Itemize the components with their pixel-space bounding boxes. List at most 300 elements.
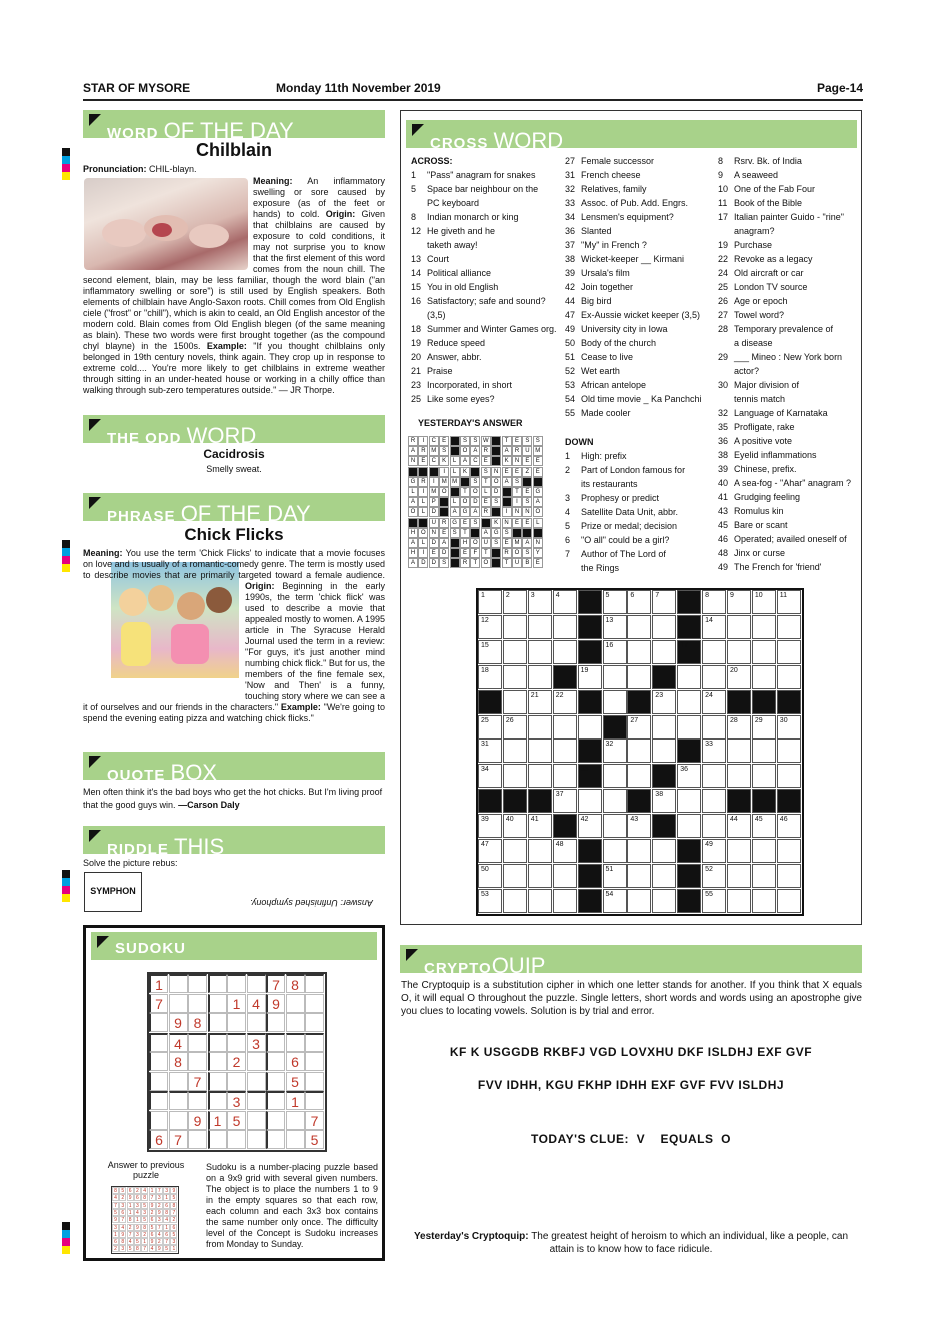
clue-number: 35 bbox=[718, 422, 729, 432]
crossword-cell[interactable] bbox=[677, 764, 701, 788]
crossword-cell[interactable] bbox=[652, 739, 676, 763]
crossword-cell[interactable] bbox=[727, 640, 751, 664]
crossword-cell[interactable] bbox=[627, 715, 651, 739]
sudoku-cell[interactable]: 9 bbox=[266, 994, 285, 1013]
crossword-cell[interactable] bbox=[553, 590, 577, 614]
sudoku-cell[interactable] bbox=[247, 1091, 266, 1110]
crossword-cell[interactable] bbox=[528, 814, 552, 838]
crossword-cell[interactable] bbox=[752, 864, 776, 888]
crossword-cell[interactable] bbox=[553, 690, 577, 714]
sudoku-cell[interactable]: 4 bbox=[169, 1033, 188, 1052]
crossword-cell[interactable] bbox=[777, 864, 801, 888]
crossword-cell[interactable] bbox=[603, 739, 627, 763]
crossword-cell[interactable] bbox=[752, 889, 776, 913]
crossword-cell[interactable] bbox=[627, 814, 651, 838]
crossword-cell[interactable] bbox=[578, 715, 602, 739]
sudoku-cell[interactable] bbox=[169, 1111, 188, 1130]
sudoku-cell[interactable] bbox=[208, 1033, 227, 1052]
sudoku-cell[interactable] bbox=[305, 1033, 324, 1052]
crossword-cell[interactable] bbox=[652, 789, 676, 813]
crossword-cell[interactable] bbox=[503, 690, 527, 714]
sudoku-cell[interactable] bbox=[149, 1013, 168, 1032]
crossword-cell[interactable] bbox=[603, 665, 627, 689]
crossword-cell[interactable] bbox=[503, 715, 527, 739]
crossword-cell[interactable] bbox=[627, 839, 651, 863]
example-label: Example: bbox=[280, 702, 321, 712]
answer-cell: T bbox=[481, 548, 491, 558]
sudoku-cell[interactable] bbox=[149, 1052, 168, 1071]
clue-text: Revoke as a legacy bbox=[734, 254, 813, 264]
crossword-cell[interactable] bbox=[578, 789, 602, 813]
sudoku-cell[interactable] bbox=[266, 1052, 285, 1071]
sudoku-answer-cell: 2 bbox=[170, 1216, 177, 1223]
sudoku-answer-cell: 6 bbox=[163, 1231, 170, 1238]
sudoku-cell[interactable]: 1 bbox=[149, 974, 168, 993]
crossword-cell[interactable] bbox=[603, 864, 627, 888]
crossword-cell[interactable] bbox=[478, 739, 502, 763]
crossword-cell[interactable] bbox=[752, 814, 776, 838]
crossword-cell[interactable] bbox=[478, 814, 502, 838]
rebus-text: SYMPHON bbox=[90, 886, 136, 896]
sudoku-cell[interactable] bbox=[188, 1130, 207, 1149]
crossword-cell[interactable] bbox=[777, 665, 801, 689]
crossword-cell[interactable] bbox=[478, 889, 502, 913]
clue-item bbox=[565, 266, 715, 280]
sudoku-cell[interactable]: 1 bbox=[227, 994, 246, 1013]
cell-number: 23 bbox=[655, 691, 664, 699]
crossword-cell[interactable] bbox=[727, 665, 751, 689]
crossword-cell[interactable] bbox=[702, 590, 726, 614]
sudoku-cell[interactable]: 7 bbox=[188, 1072, 207, 1091]
crossword-cell[interactable] bbox=[553, 715, 577, 739]
sudoku-cell[interactable] bbox=[169, 994, 188, 1013]
sudoku-cell[interactable]: 5 bbox=[227, 1111, 246, 1130]
crossword-cell[interactable] bbox=[702, 814, 726, 838]
crossword-cell[interactable] bbox=[727, 739, 751, 763]
crossword-cell[interactable] bbox=[652, 690, 676, 714]
sudoku-cell[interactable] bbox=[188, 1033, 207, 1052]
sudoku-cell[interactable]: 3 bbox=[227, 1091, 246, 1110]
sudoku-cell[interactable] bbox=[208, 1072, 227, 1091]
crossword-cell[interactable] bbox=[528, 590, 552, 614]
crossword-cell[interactable] bbox=[652, 889, 676, 913]
crossword-cell[interactable] bbox=[777, 739, 801, 763]
crossword-cell[interactable] bbox=[627, 889, 651, 913]
sudoku-cell[interactable] bbox=[247, 974, 266, 993]
crossword-cell[interactable] bbox=[702, 889, 726, 913]
sudoku-cell[interactable] bbox=[227, 1130, 246, 1149]
sudoku-cell[interactable]: 1 bbox=[286, 1091, 305, 1110]
crossword-cell[interactable] bbox=[777, 814, 801, 838]
crossword-cell[interactable] bbox=[503, 839, 527, 863]
crossword-cell[interactable] bbox=[603, 839, 627, 863]
crossword-cell[interactable] bbox=[702, 739, 726, 763]
sudoku-cell[interactable]: 6 bbox=[286, 1052, 305, 1071]
crossword-cell[interactable] bbox=[478, 590, 502, 614]
crossword-cell[interactable] bbox=[553, 764, 577, 788]
crossword-cell[interactable] bbox=[503, 739, 527, 763]
crossword-cell[interactable] bbox=[478, 764, 502, 788]
sudoku-cell[interactable] bbox=[305, 1091, 324, 1110]
crossword-cell[interactable] bbox=[603, 590, 627, 614]
answer-cell: O bbox=[470, 487, 480, 497]
crossword-cell[interactable] bbox=[528, 715, 552, 739]
crossword-cell[interactable] bbox=[603, 690, 627, 714]
crossword-cell[interactable] bbox=[478, 615, 502, 639]
crossword-cell[interactable] bbox=[727, 764, 751, 788]
answer-cell: S bbox=[522, 436, 532, 446]
crossword-cell[interactable] bbox=[503, 665, 527, 689]
crossword-cell[interactable] bbox=[702, 615, 726, 639]
sudoku-cell[interactable] bbox=[188, 1091, 207, 1110]
clue-number: 6 bbox=[565, 535, 571, 545]
crossword-cell[interactable] bbox=[553, 640, 577, 664]
answer-cell: A bbox=[470, 446, 480, 456]
crossword-cell[interactable] bbox=[503, 640, 527, 664]
crossword-cell[interactable] bbox=[503, 889, 527, 913]
crossword-cell[interactable] bbox=[702, 864, 726, 888]
clue-number: 9 bbox=[718, 170, 724, 180]
sudoku-cell[interactable]: 8 bbox=[286, 974, 305, 993]
sudoku-cell[interactable] bbox=[247, 1130, 266, 1149]
crossword-cell[interactable] bbox=[777, 839, 801, 863]
crossword-cell[interactable] bbox=[777, 889, 801, 913]
sudoku-cell[interactable] bbox=[247, 1052, 266, 1071]
answer-cell: E bbox=[512, 436, 522, 446]
sudoku-cell[interactable] bbox=[188, 994, 207, 1013]
sudoku-cell[interactable]: 8 bbox=[169, 1052, 188, 1071]
corner-mark-icon bbox=[412, 124, 424, 136]
clue-item bbox=[718, 182, 858, 196]
band-small-text: SUDOKU bbox=[115, 940, 187, 957]
sudoku-cell[interactable] bbox=[286, 994, 305, 1013]
crossword-cell[interactable] bbox=[528, 739, 552, 763]
crossword-cell[interactable] bbox=[578, 814, 602, 838]
sudoku-cell[interactable] bbox=[247, 1111, 266, 1130]
crossword-cell[interactable] bbox=[603, 764, 627, 788]
sudoku-cell[interactable] bbox=[227, 1013, 246, 1032]
crossword-cell[interactable] bbox=[627, 615, 651, 639]
sudoku-cell[interactable]: 7 bbox=[149, 994, 168, 1013]
answer-block bbox=[450, 446, 460, 456]
crossword-cell[interactable] bbox=[627, 739, 651, 763]
crossword-cell[interactable] bbox=[702, 665, 726, 689]
sudoku-answer-cell: 8 bbox=[119, 1238, 126, 1245]
crossword-cell[interactable] bbox=[528, 839, 552, 863]
clue-item bbox=[718, 378, 858, 392]
sudoku-cell[interactable] bbox=[208, 1091, 227, 1110]
crossword-cell[interactable] bbox=[603, 814, 627, 838]
sudoku-answer-cell: 5 bbox=[141, 1216, 148, 1223]
crossword-cell[interactable] bbox=[603, 789, 627, 813]
answer-block bbox=[533, 477, 543, 487]
clue-text: Purchase bbox=[734, 240, 773, 250]
sudoku-cell[interactable] bbox=[266, 1072, 285, 1091]
clue-number: 37 bbox=[565, 240, 576, 250]
crossword-block bbox=[677, 640, 701, 664]
answer-block bbox=[418, 518, 428, 528]
answer-cell: A bbox=[502, 446, 512, 456]
clue-text: Lensmen's equipment? bbox=[581, 212, 674, 222]
sudoku-answer-cell: 6 bbox=[119, 1209, 126, 1216]
sudoku-cell[interactable]: 2 bbox=[227, 1052, 246, 1071]
cell-number: 44 bbox=[730, 816, 738, 824]
crossword-cell[interactable] bbox=[752, 665, 776, 689]
crossword-cell[interactable] bbox=[727, 889, 751, 913]
crossword-cell[interactable] bbox=[752, 764, 776, 788]
sudoku-cell[interactable]: 1 bbox=[208, 1111, 227, 1130]
sudoku-cell[interactable] bbox=[208, 994, 227, 1013]
word-of-day-title: Chilblain bbox=[196, 140, 272, 160]
crossword-cell[interactable] bbox=[727, 839, 751, 863]
crossword-cell[interactable] bbox=[478, 665, 502, 689]
cell-number: 31 bbox=[481, 741, 489, 749]
crossword-cell[interactable] bbox=[727, 814, 751, 838]
sudoku-cell[interactable] bbox=[247, 1013, 266, 1032]
corner-mark-icon bbox=[89, 497, 101, 509]
corner-mark-icon bbox=[89, 419, 101, 431]
crossword-cell[interactable] bbox=[603, 615, 627, 639]
crossword-block bbox=[677, 615, 701, 639]
sudoku-cell[interactable] bbox=[149, 1033, 168, 1052]
sudoku-cell[interactable] bbox=[169, 974, 188, 993]
sudoku-cell[interactable]: 8 bbox=[188, 1013, 207, 1032]
crossword-cell[interactable] bbox=[528, 690, 552, 714]
clue-text: Jinx or curse bbox=[734, 548, 786, 558]
crossword-cell[interactable] bbox=[553, 615, 577, 639]
sudoku-cell[interactable] bbox=[266, 1013, 285, 1032]
crossword-cell[interactable] bbox=[677, 814, 701, 838]
crossword-cell[interactable] bbox=[553, 839, 577, 863]
crossword-cell[interactable] bbox=[702, 715, 726, 739]
crossword-cell[interactable] bbox=[702, 764, 726, 788]
cell-number: 18 bbox=[481, 666, 489, 674]
sudoku-cell[interactable] bbox=[247, 1072, 266, 1091]
sudoku-cell[interactable] bbox=[169, 1091, 188, 1110]
sudoku-cell[interactable] bbox=[305, 994, 324, 1013]
crossword-block bbox=[652, 764, 676, 788]
crossword-cell[interactable] bbox=[752, 839, 776, 863]
clue-text: the Rings bbox=[581, 563, 620, 573]
cell-number: 11 bbox=[779, 592, 788, 599]
clue-number: 50 bbox=[565, 338, 576, 348]
sudoku-cell[interactable] bbox=[266, 1091, 285, 1110]
sudoku-cell[interactable]: 7 bbox=[305, 1111, 324, 1130]
sudoku-answer-cell: 8 bbox=[141, 1194, 148, 1201]
clue-number bbox=[718, 364, 734, 378]
crossword-cell[interactable] bbox=[503, 864, 527, 888]
clue-text: French cheese bbox=[581, 170, 641, 180]
sudoku-cell[interactable] bbox=[149, 1091, 168, 1110]
crossword-cell[interactable] bbox=[528, 640, 552, 664]
yesterday-answer-label: YESTERDAY'S ANSWER bbox=[418, 418, 523, 428]
sudoku-answer-cell: 5 bbox=[134, 1238, 141, 1245]
crossword-cell[interactable] bbox=[702, 640, 726, 664]
answer-block bbox=[502, 487, 512, 497]
crossword-cell[interactable] bbox=[777, 764, 801, 788]
sudoku-cell[interactable] bbox=[286, 1013, 305, 1032]
sudoku-cell[interactable]: 9 bbox=[188, 1111, 207, 1130]
crossword-cell[interactable] bbox=[578, 665, 602, 689]
sudoku-cell[interactable] bbox=[208, 974, 227, 993]
sudoku-cell[interactable] bbox=[286, 1033, 305, 1052]
answer-cell: A bbox=[533, 497, 543, 507]
answer-cell: T bbox=[470, 558, 480, 568]
sudoku-cell[interactable] bbox=[208, 1130, 227, 1149]
crossword-cell[interactable] bbox=[652, 615, 676, 639]
crossword-cell[interactable] bbox=[603, 889, 627, 913]
crossword-cell[interactable] bbox=[652, 640, 676, 664]
sudoku-cell[interactable]: 4 bbox=[247, 994, 266, 1013]
answer-block bbox=[481, 518, 491, 528]
sudoku-cell[interactable] bbox=[286, 1130, 305, 1149]
answer-cell: E bbox=[522, 518, 532, 528]
crossword-cell[interactable] bbox=[503, 615, 527, 639]
cell-number: 25 bbox=[481, 716, 489, 724]
crossword-cell[interactable] bbox=[627, 864, 651, 888]
crossword-cell[interactable] bbox=[503, 764, 527, 788]
crossword-cell[interactable] bbox=[528, 665, 552, 689]
sudoku-cell[interactable]: 7 bbox=[266, 974, 285, 993]
band-small-text: CRYPTO bbox=[424, 960, 492, 977]
cell-number: 16 bbox=[605, 641, 614, 649]
crossword-cell[interactable] bbox=[553, 739, 577, 763]
quote-author: —Carson Daly bbox=[178, 800, 240, 810]
crossword-cell[interactable] bbox=[503, 814, 527, 838]
clue-item bbox=[565, 196, 715, 210]
crossword-cell[interactable] bbox=[553, 889, 577, 913]
sudoku-cell[interactable]: 6 bbox=[149, 1130, 168, 1149]
answer-cell: T bbox=[460, 487, 470, 497]
crossword-cell[interactable] bbox=[727, 615, 751, 639]
crossword-cell[interactable] bbox=[752, 739, 776, 763]
crossword-cell[interactable] bbox=[528, 889, 552, 913]
sudoku-cell[interactable] bbox=[286, 1111, 305, 1130]
answer-cell: N bbox=[512, 456, 522, 466]
sudoku-cell[interactable]: 5 bbox=[305, 1130, 324, 1149]
crossword-cell[interactable] bbox=[727, 715, 751, 739]
sudoku-cell[interactable] bbox=[305, 1013, 324, 1032]
crossword-cell[interactable] bbox=[727, 864, 751, 888]
crossword-cell[interactable] bbox=[528, 864, 552, 888]
crossword-cell[interactable] bbox=[478, 715, 502, 739]
crossword-cell[interactable] bbox=[627, 590, 651, 614]
crossword-cell[interactable] bbox=[478, 864, 502, 888]
sudoku-cell[interactable] bbox=[266, 1033, 285, 1052]
crossword-cell[interactable] bbox=[677, 789, 701, 813]
crossword-cell[interactable] bbox=[777, 590, 801, 614]
sudoku-cell[interactable] bbox=[305, 1072, 324, 1091]
crossword-cell[interactable] bbox=[677, 715, 701, 739]
sudoku-answer-cell: 3 bbox=[170, 1238, 177, 1245]
odd-word-title: Cacidrosis bbox=[203, 447, 265, 461]
quote-text bbox=[83, 786, 385, 812]
crossword-cell[interactable] bbox=[777, 640, 801, 664]
clue-item bbox=[718, 266, 858, 280]
sudoku-cell[interactable] bbox=[305, 974, 324, 993]
crossword-cell[interactable] bbox=[777, 615, 801, 639]
sudoku-cell[interactable] bbox=[208, 1052, 227, 1071]
crossword-cell[interactable] bbox=[627, 640, 651, 664]
phrase-title: Chick Flicks bbox=[184, 525, 284, 544]
crossword-cell[interactable] bbox=[652, 864, 676, 888]
sudoku-cell[interactable] bbox=[227, 1033, 246, 1052]
sudoku-cell[interactable] bbox=[266, 1130, 285, 1149]
clue-item bbox=[718, 336, 858, 350]
clue-item bbox=[565, 406, 715, 420]
sudoku-cell[interactable]: 3 bbox=[247, 1033, 266, 1052]
sudoku-answer-cell: 1 bbox=[112, 1231, 119, 1238]
clue-item bbox=[718, 322, 858, 336]
sudoku-cell[interactable] bbox=[169, 1072, 188, 1091]
sudoku-answer-cell: 2 bbox=[119, 1194, 126, 1201]
cell-number: 53 bbox=[481, 890, 489, 898]
sudoku-cell[interactable] bbox=[188, 1052, 207, 1071]
crossword-cell[interactable] bbox=[752, 615, 776, 639]
sudoku-cell[interactable] bbox=[227, 1072, 246, 1091]
crossword-cell[interactable] bbox=[478, 839, 502, 863]
crossword-cell[interactable] bbox=[677, 690, 701, 714]
crossword-cell[interactable] bbox=[752, 590, 776, 614]
crossword-cell[interactable] bbox=[478, 640, 502, 664]
crossword-block bbox=[727, 789, 751, 813]
sudoku-cell[interactable] bbox=[188, 974, 207, 993]
crossword-cell[interactable] bbox=[702, 789, 726, 813]
crossword-cell[interactable] bbox=[627, 764, 651, 788]
sudoku-cell[interactable] bbox=[266, 1111, 285, 1130]
crossword-cell[interactable] bbox=[553, 789, 577, 813]
clue-text: a disease bbox=[734, 338, 773, 348]
sudoku-cell[interactable] bbox=[149, 1072, 168, 1091]
crossword-cell[interactable] bbox=[777, 715, 801, 739]
crossword-cell[interactable] bbox=[652, 715, 676, 739]
answer-cell: H bbox=[460, 538, 470, 548]
sudoku-answer-cell: 7 bbox=[141, 1245, 148, 1252]
sudoku-cell[interactable]: 9 bbox=[169, 1013, 188, 1032]
crossword-cell[interactable] bbox=[752, 640, 776, 664]
crossword-cell[interactable] bbox=[603, 640, 627, 664]
crossword-cell[interactable] bbox=[752, 715, 776, 739]
sudoku-answer-cell: 3 bbox=[112, 1224, 119, 1231]
sudoku-cell[interactable]: 7 bbox=[169, 1130, 188, 1149]
sudoku-cell[interactable] bbox=[149, 1111, 168, 1130]
crossword-cell[interactable] bbox=[627, 665, 651, 689]
crossword-cell[interactable] bbox=[652, 839, 676, 863]
crossword-cell[interactable] bbox=[727, 590, 751, 614]
sudoku-cell[interactable]: 5 bbox=[286, 1072, 305, 1091]
answer-cell: K bbox=[439, 456, 449, 466]
crossword-cell[interactable] bbox=[677, 665, 701, 689]
sudoku-answer-cell: 9 bbox=[149, 1238, 156, 1245]
crossword-cell[interactable] bbox=[702, 690, 726, 714]
answer-cell: A bbox=[450, 507, 460, 517]
crossword-cell[interactable] bbox=[652, 590, 676, 614]
cryptoquip-line-1: KF K USGGDB RKBFJ VGD LOVXHU DKF ISLDHJ EXF GVF bbox=[449, 1045, 813, 1059]
clue-text: (3,5) bbox=[427, 310, 446, 320]
crossword-cell[interactable] bbox=[528, 615, 552, 639]
crossword-cell[interactable] bbox=[553, 864, 577, 888]
crossword-cell[interactable] bbox=[702, 839, 726, 863]
sudoku-cell[interactable] bbox=[227, 974, 246, 993]
clue-item bbox=[565, 210, 715, 224]
crossword-cell[interactable] bbox=[528, 764, 552, 788]
answer-cell: M bbox=[429, 446, 439, 456]
sudoku-cell[interactable] bbox=[208, 1013, 227, 1032]
cell-number: 22 bbox=[555, 691, 564, 699]
crossword-cell[interactable] bbox=[503, 590, 527, 614]
answer-cell: C bbox=[429, 436, 439, 446]
sudoku-cell[interactable] bbox=[305, 1052, 324, 1071]
